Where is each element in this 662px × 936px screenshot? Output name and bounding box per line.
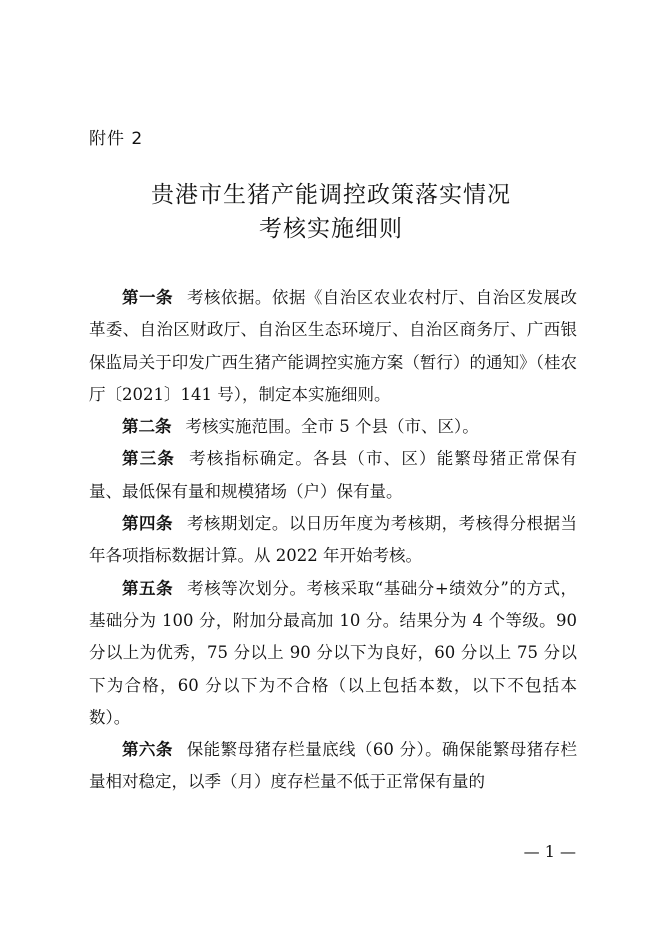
article-text: 考核依据。依据《自治区农业农村厅、自治区发展改革委、自治区财政厅、自治区生态环境厅、自治区商务厅、广西银保监局关于印发广西生猪产能调控实施方案（暂行）的通知》（桂农厅〔2021〕141 号），制定本实施细则。 (89, 288, 578, 404)
article-text: 考核等次划分。考核采取“基础分+绩效分”的方式，基础分为 100 分，附加分最高加 10 分。结果分为 4 个等级。90 分以上为优秀，75 分以上 90 分以下为良好，60 分以上 75 分以下为合格，60 分以下为不合格（以上包括本数，以下不包括本数）。 (89, 578, 577, 727)
article-label: 第四条 (122, 514, 173, 534)
article-paragraph (89, 443, 577, 508)
document-body (89, 282, 577, 799)
article-label: 第六条 (122, 740, 173, 760)
article-text: 保能繁母猪存栏量底线（60 分）。确保能繁母猪存栏量相对稳定，以季（月）度存栏量不低于正常保有量的 (89, 740, 577, 792)
article-text: 考核指标确定。各县（市、区）能繁母猪正常保有量、最低保有量和规模猪场（户）保有量。 (89, 449, 577, 501)
attachment-label: 附件 2 (89, 129, 144, 149)
article-label: 第五条 (122, 578, 174, 598)
document-title-line2: 考核实施细则 (259, 216, 403, 242)
article-text: 考核期划定。以日历年度为考核期，考核得分根据当年各项指标数据计算。从 2022 年开始考核。 (89, 514, 578, 566)
article-paragraph (89, 508, 577, 573)
article-paragraph (89, 282, 577, 411)
article-paragraph (89, 573, 577, 734)
page-number: — 1 — (523, 842, 576, 861)
article-label: 第二条 (122, 417, 172, 437)
document-title-line1: 贵港市生猪产能调控政策落实情况 (151, 182, 511, 208)
article-paragraph (89, 411, 577, 443)
article-label: 第一条 (122, 288, 173, 307)
article-text: 考核实施范围。全市 5 个县（市、区）。 (185, 417, 479, 437)
article-paragraph (89, 734, 577, 799)
article-label: 第三条 (122, 449, 176, 469)
